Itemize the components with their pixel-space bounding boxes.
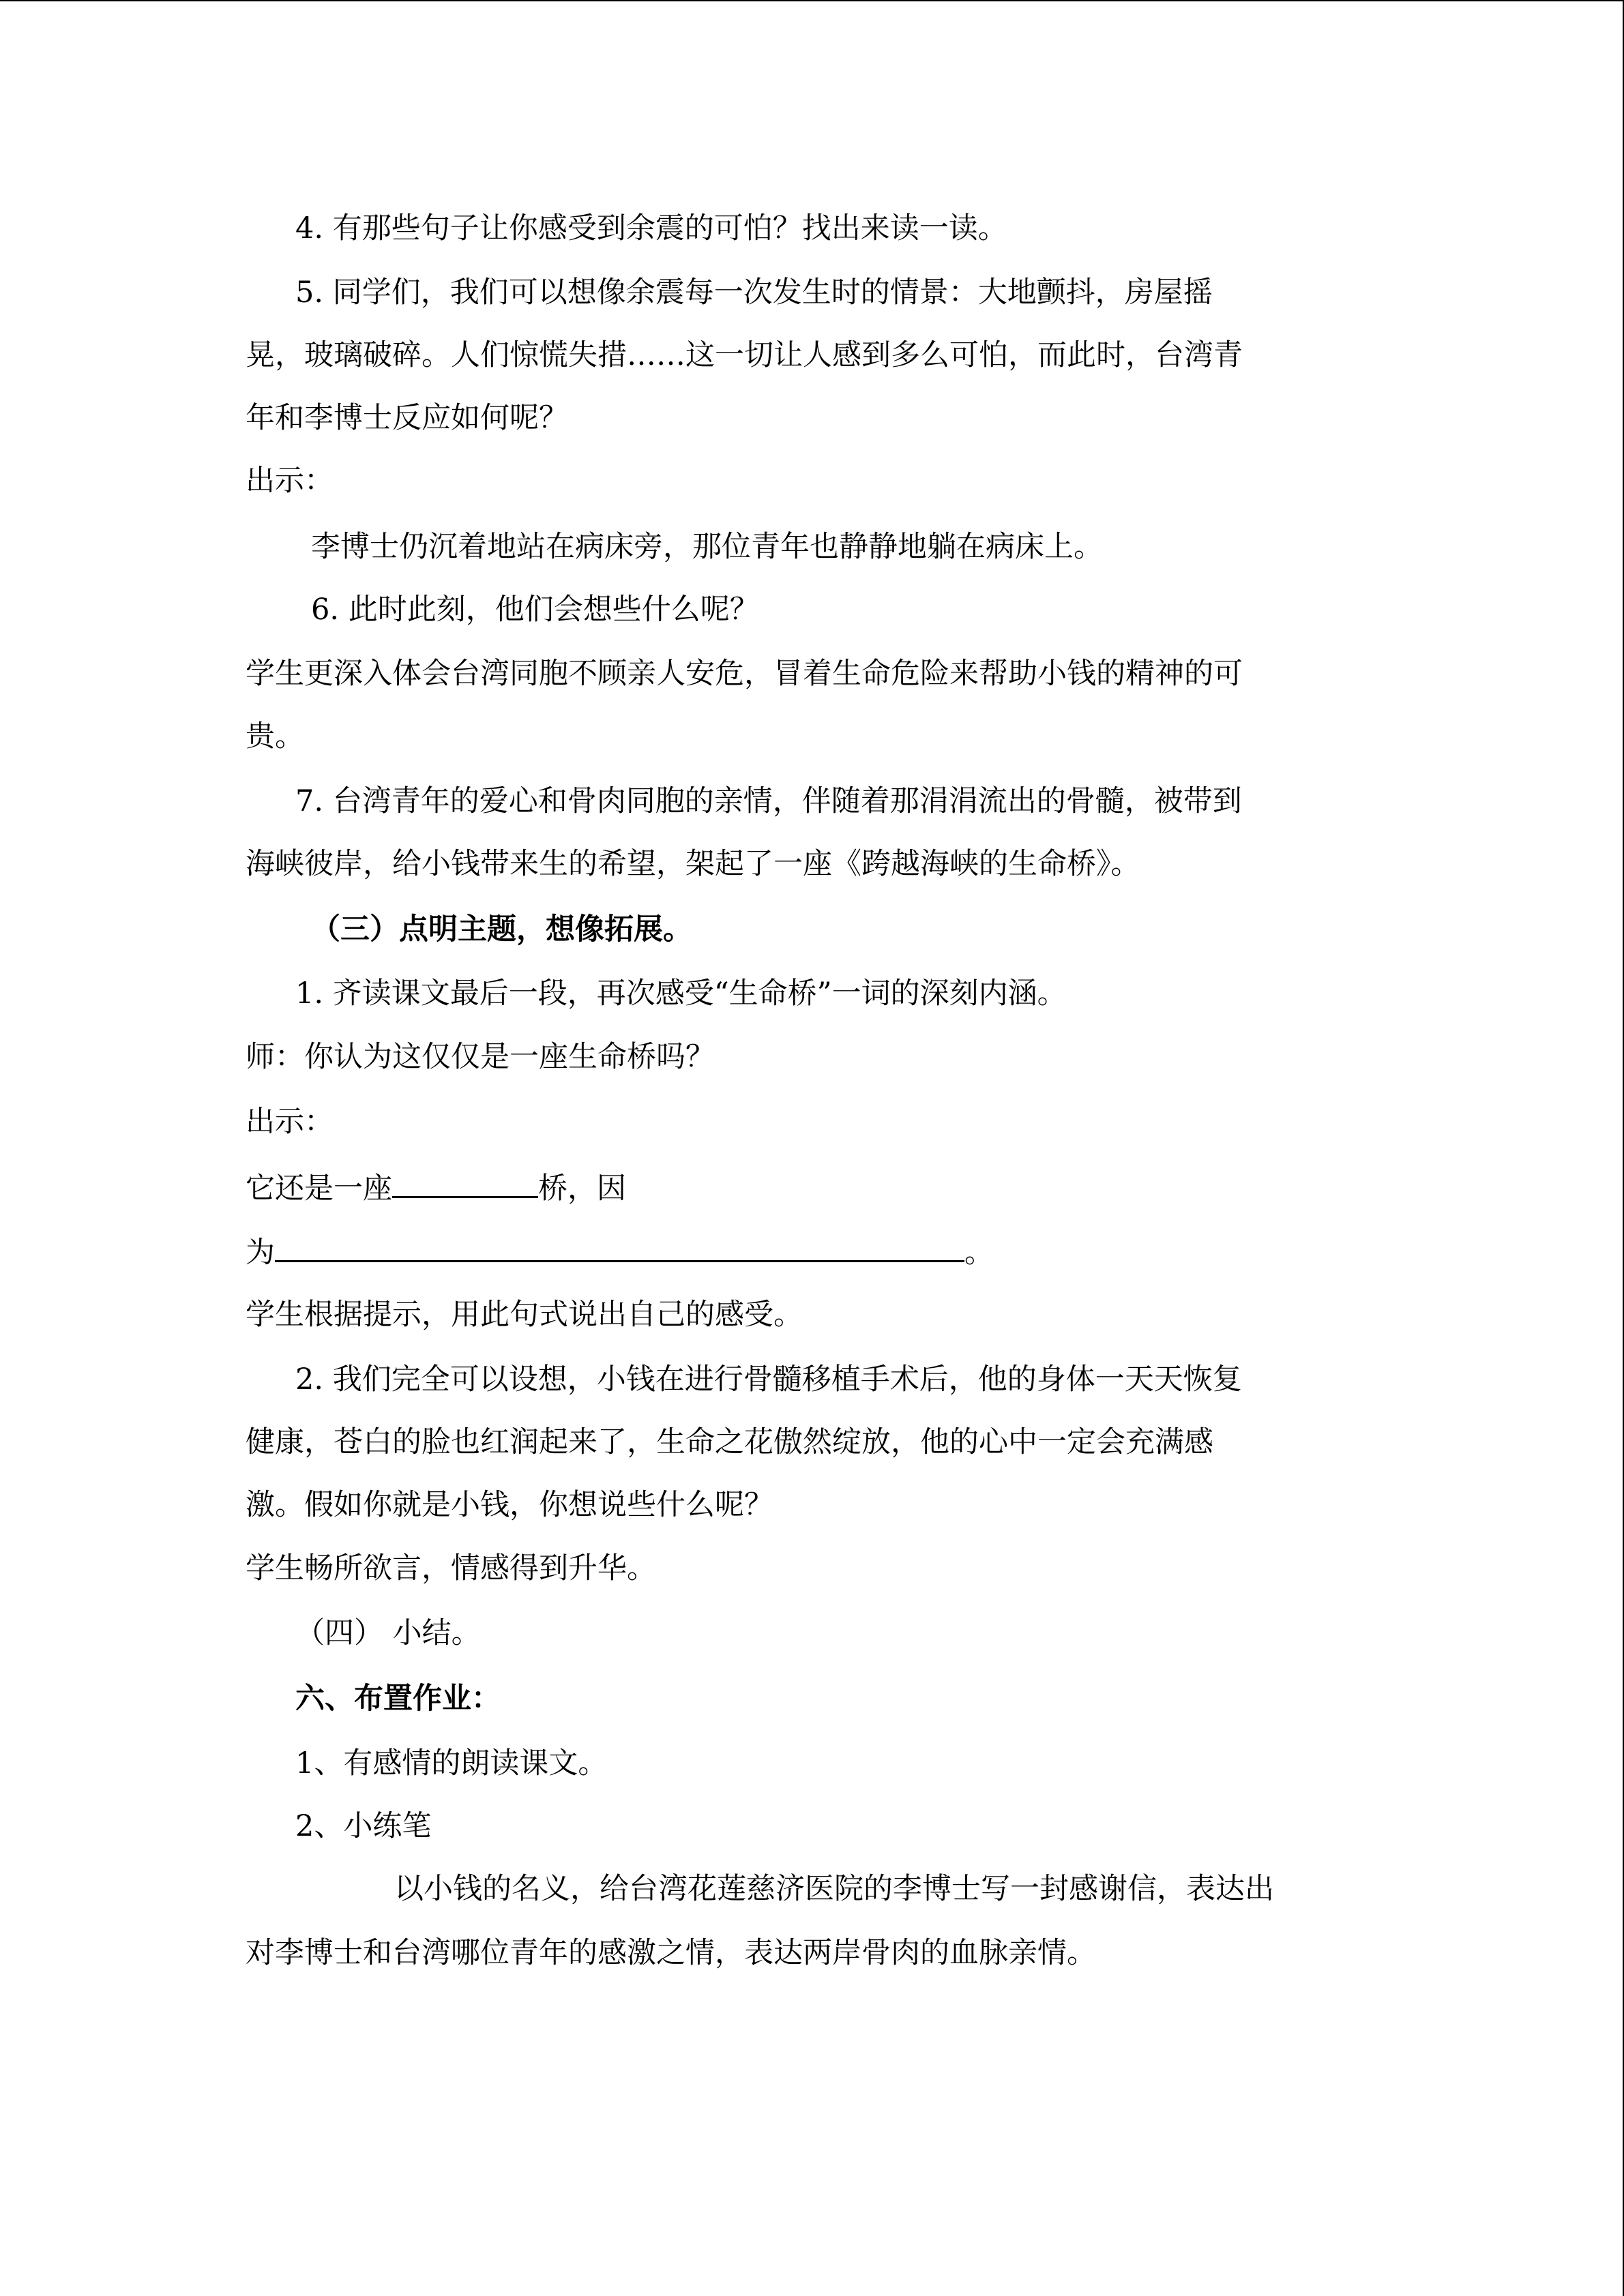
fill-blank-1-prefix: 它还是一座	[246, 1172, 392, 1206]
point-7-line-1: 7. 台湾青年的爱心和骨肉同胞的亲情，伴随着那涓涓流出的骨髓，被带到	[295, 784, 1242, 818]
question-5-line-1: 5. 同学们，我们可以想像余震每一次发生时的情景：大地颤抖，房屋摇	[295, 275, 1213, 310]
question-4: 4. 有那些句子让你感受到余震的可怕？找出来读一读。	[295, 211, 1007, 245]
quote-line: 李博士仍沉着地站在病床旁，那位青年也静静地躺在病床上。	[311, 530, 1103, 564]
student-emotion-line: 学生畅所欲言，情感得到升华。	[246, 1551, 656, 1585]
section-3-item-2-line-2: 健康，苍白的脸也红润起来了，生命之花傲然绽放，他的心中一定会充满感	[246, 1425, 1213, 1459]
question-5-line-2: 晃，玻璃破碎。人们惊慌失措……这一切让人感到多么可怕，而此时，台湾青	[246, 338, 1243, 372]
homework-item-1: 1、有感情的朗读课文。	[295, 1746, 608, 1780]
section-3-item-1: 1. 齐读课文最后一段，再次感受“生命桥”一词的深刻内涵。	[295, 976, 1067, 1011]
student-response-line: 学生根据提示，用此句式说出自己的感受。	[246, 1298, 803, 1332]
homework-item-2: 2、小练笔	[295, 1809, 432, 1843]
homework-item-2-desc-line-2: 对李博士和台湾哪位青年的感激之情，表达两岸骨肉的血脉亲情。	[246, 1936, 1096, 1970]
homework-heading: 六、布置作业：	[295, 1682, 501, 1716]
blank-underline-1	[392, 1165, 538, 1198]
question-5-line-3: 年和李博士反应如何呢？	[246, 401, 568, 435]
question-6: 6. 此时此刻，他们会想些什么呢？	[311, 593, 759, 627]
student-insight-line-1: 学生更深入体会台湾同胞不顾亲人安危，冒着生命危险来帮助小钱的精神的可	[246, 657, 1243, 691]
homework-item-2-desc-line-1: 以小钱的名义，给台湾花莲慈济医院的李博士写一封感谢信，表达出	[394, 1872, 1274, 1906]
teacher-question: 师：你认为这仅仅是一座生命桥吗？	[246, 1040, 715, 1074]
fill-blank-1-suffix: 桥，因	[538, 1172, 626, 1206]
show-label-1: 出示：	[246, 464, 334, 498]
student-insight-line-2: 贵。	[246, 719, 304, 754]
blank-underline-2	[275, 1229, 964, 1262]
section-3-heading: （三）点明主题，想像拓展。	[311, 912, 692, 946]
section-4-summary: （四） 小结。	[295, 1616, 481, 1650]
fill-blank-line-1	[246, 1165, 626, 1209]
fill-blank-line-2	[246, 1229, 994, 1273]
show-label-2: 出示：	[246, 1105, 334, 1139]
fill-blank-2-suffix: 。	[964, 1236, 994, 1270]
section-3-item-2-line-1: 2. 我们完全可以设想，小钱在进行骨髓移植手术后，他的身体一天天恢复	[295, 1362, 1242, 1397]
fill-blank-2-prefix: 为	[246, 1236, 275, 1270]
section-3-item-2-line-3: 激。假如你就是小钱，你想说些什么呢？	[246, 1488, 773, 1522]
point-7-line-2: 海峡彼岸，给小钱带来生的希望，架起了一座《跨越海峡的生命桥》。	[246, 847, 1140, 881]
